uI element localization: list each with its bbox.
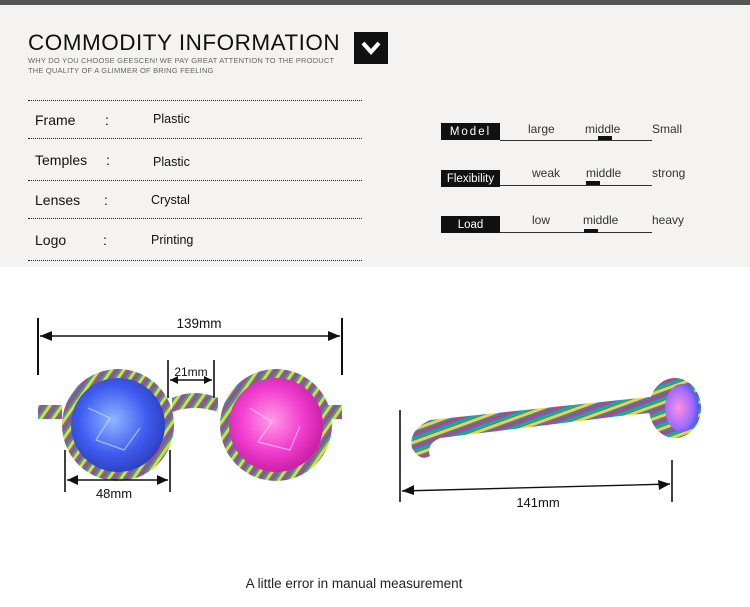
bridge [172, 393, 218, 412]
scale-option: middle [586, 166, 622, 180]
divider [28, 180, 362, 181]
scale-option: middle [583, 213, 619, 227]
chevron-down-icon [354, 32, 388, 64]
spec-value-lenses: Crystal [151, 193, 190, 207]
scale-option: Small [652, 122, 683, 136]
divider [28, 138, 362, 139]
total-width-label: 139mm [176, 316, 222, 331]
lens-width-label: 48mm [95, 486, 133, 501]
scale-option: low [532, 213, 551, 227]
glasses-front-diagram [0, 300, 380, 520]
spec-label-frame: Frame [35, 112, 76, 128]
spec-colon: : [103, 232, 107, 248]
subtitle-line-1: WHY DO YOU CHOOSE GEESCEN! WE PAY GREAT ATTENTION TO THE PRODUCT [28, 56, 335, 65]
page-title: COMMODITY INFORMATION [28, 30, 341, 55]
scale-option: strong [652, 166, 686, 180]
bridge-width-label: 21mm [174, 365, 208, 379]
spec-value-temples: Plastic [153, 155, 190, 169]
measurement-note: A little error in manual measurement [245, 576, 463, 591]
scale-tag-model: Model [441, 123, 500, 140]
scale-line [500, 232, 652, 233]
scale-option: heavy [652, 213, 685, 227]
scale-selected-marker [584, 229, 598, 233]
temple-left [38, 405, 62, 419]
title-badge [354, 32, 388, 64]
spec-label-temples: Temples [35, 152, 88, 168]
side-lens [665, 384, 699, 432]
divider [28, 260, 362, 261]
spec-value-frame: Plastic [153, 112, 190, 126]
dimension-line [402, 484, 670, 491]
spec-colon: : [106, 152, 110, 168]
spec-colon: : [104, 192, 108, 208]
scale-option: middle [585, 122, 621, 136]
temple-arm [411, 396, 660, 458]
lens-left [71, 378, 165, 472]
temple-length-label: 141mm [516, 495, 560, 510]
divider [28, 100, 362, 101]
subtitle-line-2: THE QUALITY OF A GLIMMER OF BRING FEELING [28, 66, 214, 75]
spec-label-logo: Logo [35, 232, 67, 248]
glasses-side-diagram [390, 360, 720, 520]
divider [28, 218, 362, 219]
scale-line [500, 185, 652, 186]
scale-selected-marker [598, 136, 612, 140]
scale-option: large [528, 122, 555, 136]
scale-tag-load: Load [441, 216, 500, 233]
spec-value-logo: Printing [151, 233, 194, 247]
scale-line [500, 140, 652, 141]
scale-option: weak [532, 166, 561, 180]
spec-label-lenses: Lenses [35, 192, 81, 208]
spec-colon: : [105, 112, 109, 128]
lens-right [229, 378, 323, 472]
scale-tag-flexibility: Flexibility [441, 170, 500, 187]
scale-selected-marker [586, 181, 600, 185]
